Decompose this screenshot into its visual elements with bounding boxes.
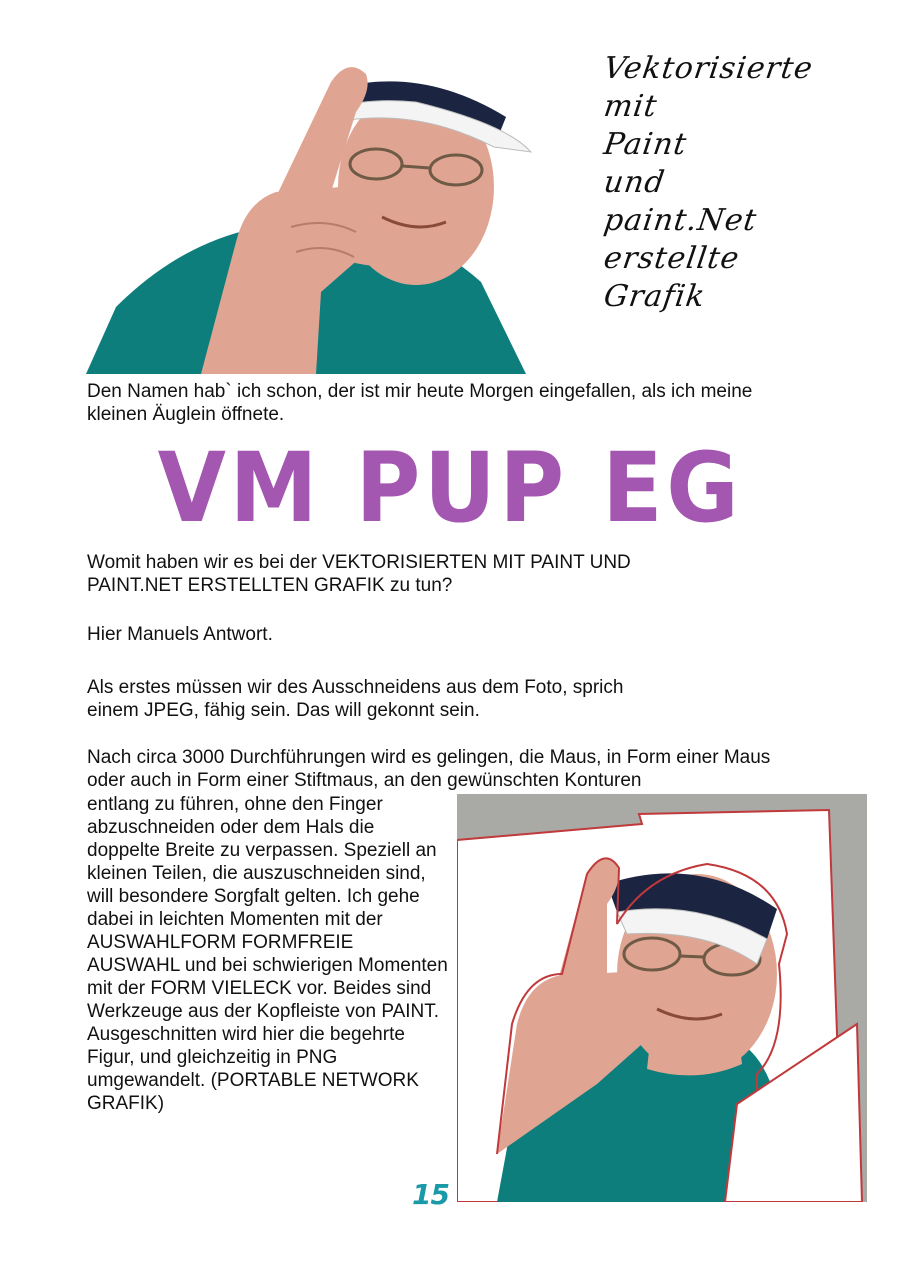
handwritten-line: und [601, 165, 668, 200]
cutout-photo [457, 794, 867, 1202]
handwritten-line: Vektorisierte [601, 51, 816, 86]
question-paragraph: Womit haben wir es bei der VEKTORISIERTEN MIT PAINT UND PAINT.NET ERSTELLTEN GRAFIK zu tun? [87, 552, 631, 596]
answer-intro: Hier Manuels Antwort. [87, 624, 273, 645]
handwritten-line: mit [601, 89, 660, 124]
intro-paragraph: Den Namen hab` ich schon, der ist mir heute Morgen eingefallen, als ich meine kleinen Äuglein öffnete. [87, 381, 753, 425]
handwritten-note [601, 50, 844, 316]
handwritten-line: Grafik [601, 279, 708, 314]
page-number: 15 [412, 1178, 449, 1211]
handwritten-line: Paint [601, 127, 690, 162]
hero-photo [86, 52, 536, 374]
page-title: VM PUP EG [157, 432, 743, 544]
second-paragraph-wrap: entlang zu führen, ohne den Finger abzuschneiden oder dem Hals die doppelte Breite zu verpassen. Speziell an kleinen Teilen, die auszuschneiden sind, will besondere Sorgfalt gelten. Ich gehe dabei in leichten Momenten mit der AUSWAHLFORM FORMFREIE AUSWAHL und bei schwierigen Momenten mit der FORM VIELECK vor. Beides sind Werkzeuge aus der Kopfleiste von PAINT. Ausgeschnitten wird hier die begehrte Figur, und gleichzeitig in PNG umgewandelt. (PORTABLE NETWORK GRAFIK) [87, 794, 448, 1114]
handwritten-line: paint.Net [601, 203, 760, 238]
second-paragraph-lead: Nach circa 3000 Durchführungen wird es gelingen, die Maus, in Form einer Maus oder auch in Form einer Stiftmaus, an den gewünschten Konturen [87, 747, 771, 791]
handwritten-line: erstellte [601, 241, 742, 276]
first-paragraph: Als erstes müssen wir des Ausschneidens aus dem Foto, sprich einem JPEG, fähig sein. Das will gekonnt sein. [87, 677, 624, 721]
